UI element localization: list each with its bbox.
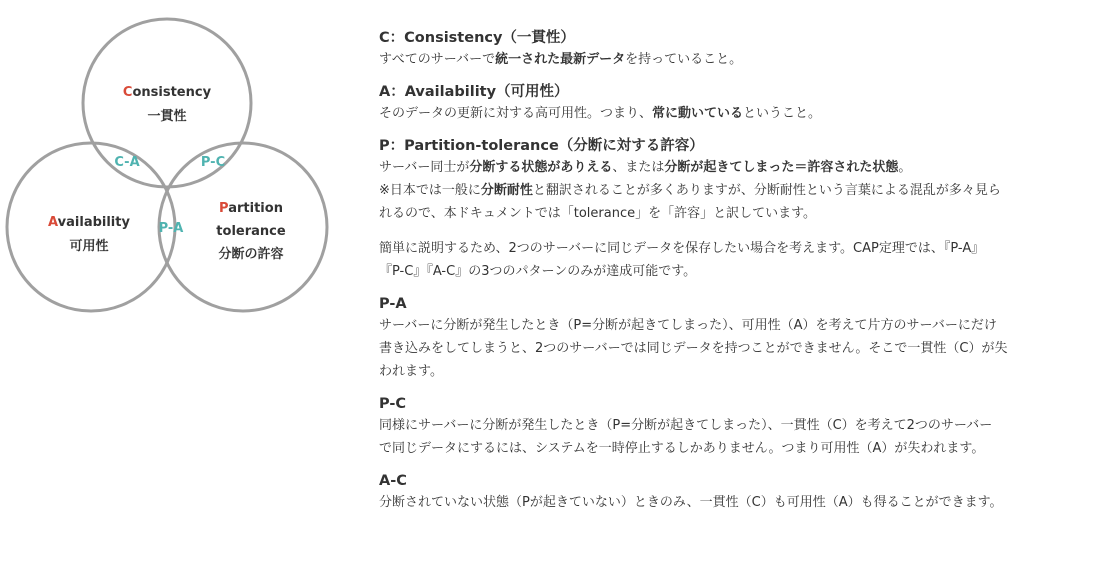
text-partition-a: サーバー同士が <box>379 160 470 175</box>
heading-availability: A：Availability（可用性） <box>379 84 569 100</box>
overlap-pa-label: P-A <box>158 221 184 236</box>
consistency-circle <box>83 19 251 187</box>
availability-label <box>48 215 130 230</box>
text-ac <box>379 491 1109 514</box>
section-pc <box>379 394 1109 460</box>
text-intro-line1: 簡単に説明するため、2つのサーバーに同じデータを保存したい場合を考えます。CAP定理では、『P-A』 <box>379 241 985 256</box>
text-pc-line2: で同じデータにするには、システムを一時停止するしかありません。つまり可用性（A）が失われます。 <box>379 441 985 456</box>
partition-initial: P <box>219 201 229 216</box>
cap-venn-diagram <box>0 0 345 330</box>
consistency-ja-label: 一貫性 <box>147 109 187 124</box>
text-note-a: ※日本では一般に <box>379 183 481 198</box>
heading-pc: P-C <box>379 396 407 412</box>
text-pa <box>379 314 1109 383</box>
section-availability <box>379 82 1109 125</box>
text-availability-a: そのデータの更新に対する高可用性。つまり、 <box>379 106 653 121</box>
text-partition-bold-1: 分断する状態がありえる <box>469 160 613 175</box>
text-intro-line2: 『P-C』『A-C』の3つのパターンのみが達成可能です。 <box>379 264 697 279</box>
overlap-ca-label: C-A <box>114 155 140 170</box>
venn-svg <box>0 0 345 330</box>
heading-partition: P：Partition-tolerance（分断に対する許容） <box>379 138 704 154</box>
partition-ja-label: 分断の許容 <box>218 247 284 262</box>
text-availability <box>379 102 1109 125</box>
partition-line2-label: tolerance <box>216 224 286 239</box>
section-pa <box>379 294 1109 383</box>
heading-pa: P-A <box>379 296 407 312</box>
text-partition-1 <box>379 156 1109 179</box>
section-consistency <box>379 28 1109 71</box>
section-ac <box>379 471 1109 514</box>
text-intro <box>379 237 1109 283</box>
text-consistency <box>379 48 1109 71</box>
availability-initial: A <box>48 215 58 230</box>
text-pc-line1: 同様にサーバーに分断が発生したとき（P=分断が起きてしまった）、一貫性（C）を考えて2つのサーバー <box>379 418 993 433</box>
availability-rest: vailability <box>57 215 130 230</box>
text-consistency-c: を持っていること。 <box>625 52 743 67</box>
text-pa-line3: われます。 <box>379 364 443 379</box>
text-pa-line2: 書き込みをしてしまうと、2つのサーバーでは同じデータを持つことができません。そこで一貫性（C）が失 <box>379 341 1008 356</box>
text-note-bold: 分断耐性 <box>480 183 533 198</box>
text-availability-c: ということ。 <box>743 106 822 121</box>
text-pa-line1: サーバーに分断が発生したとき（P=分断が起きてしまった）、可用性（A）を考えて片方のサーバーにだけ <box>379 318 997 333</box>
section-partition <box>379 136 1109 225</box>
text-availability-bold: 常に動いている <box>652 106 744 121</box>
text-partition-e: 。 <box>898 160 912 175</box>
availability-ja-label: 可用性 <box>69 239 109 254</box>
section-intro <box>379 237 1109 283</box>
text-pc <box>379 414 1109 460</box>
partition-label <box>219 201 283 216</box>
content-column <box>379 28 1109 514</box>
consistency-label <box>123 85 212 100</box>
overlap-pc-label: P-C <box>200 155 226 170</box>
text-partition-c: 、または <box>612 160 665 175</box>
text-ac-line1: 分断されていない状態（Pが起きていない）ときのみ、一貫性（C）も可用性（A）も得ることができます。 <box>379 495 1003 510</box>
heading-ac: A-C <box>379 473 407 489</box>
heading-consistency: C：Consistency（一貫性） <box>379 30 575 46</box>
partition-rest: artition <box>228 201 283 216</box>
text-partition-bold-2: 分断が起きてしまった＝許容された状態 <box>664 160 899 175</box>
text-consistency-a: すべてのサーバーで <box>379 52 496 67</box>
text-note-c: と翻訳されることが多くありますが、分断耐性という言葉による混乱が多々見ら <box>532 183 1001 198</box>
text-consistency-bold: 統一された最新データ <box>495 52 626 67</box>
consistency-rest: onsistency <box>132 85 212 100</box>
consistency-initial: C <box>122 85 133 100</box>
text-partition-note <box>379 179 1109 225</box>
text-note-d: れるので、本ドキュメントでは「tolerance」を「許容」と訳しています。 <box>379 206 817 221</box>
